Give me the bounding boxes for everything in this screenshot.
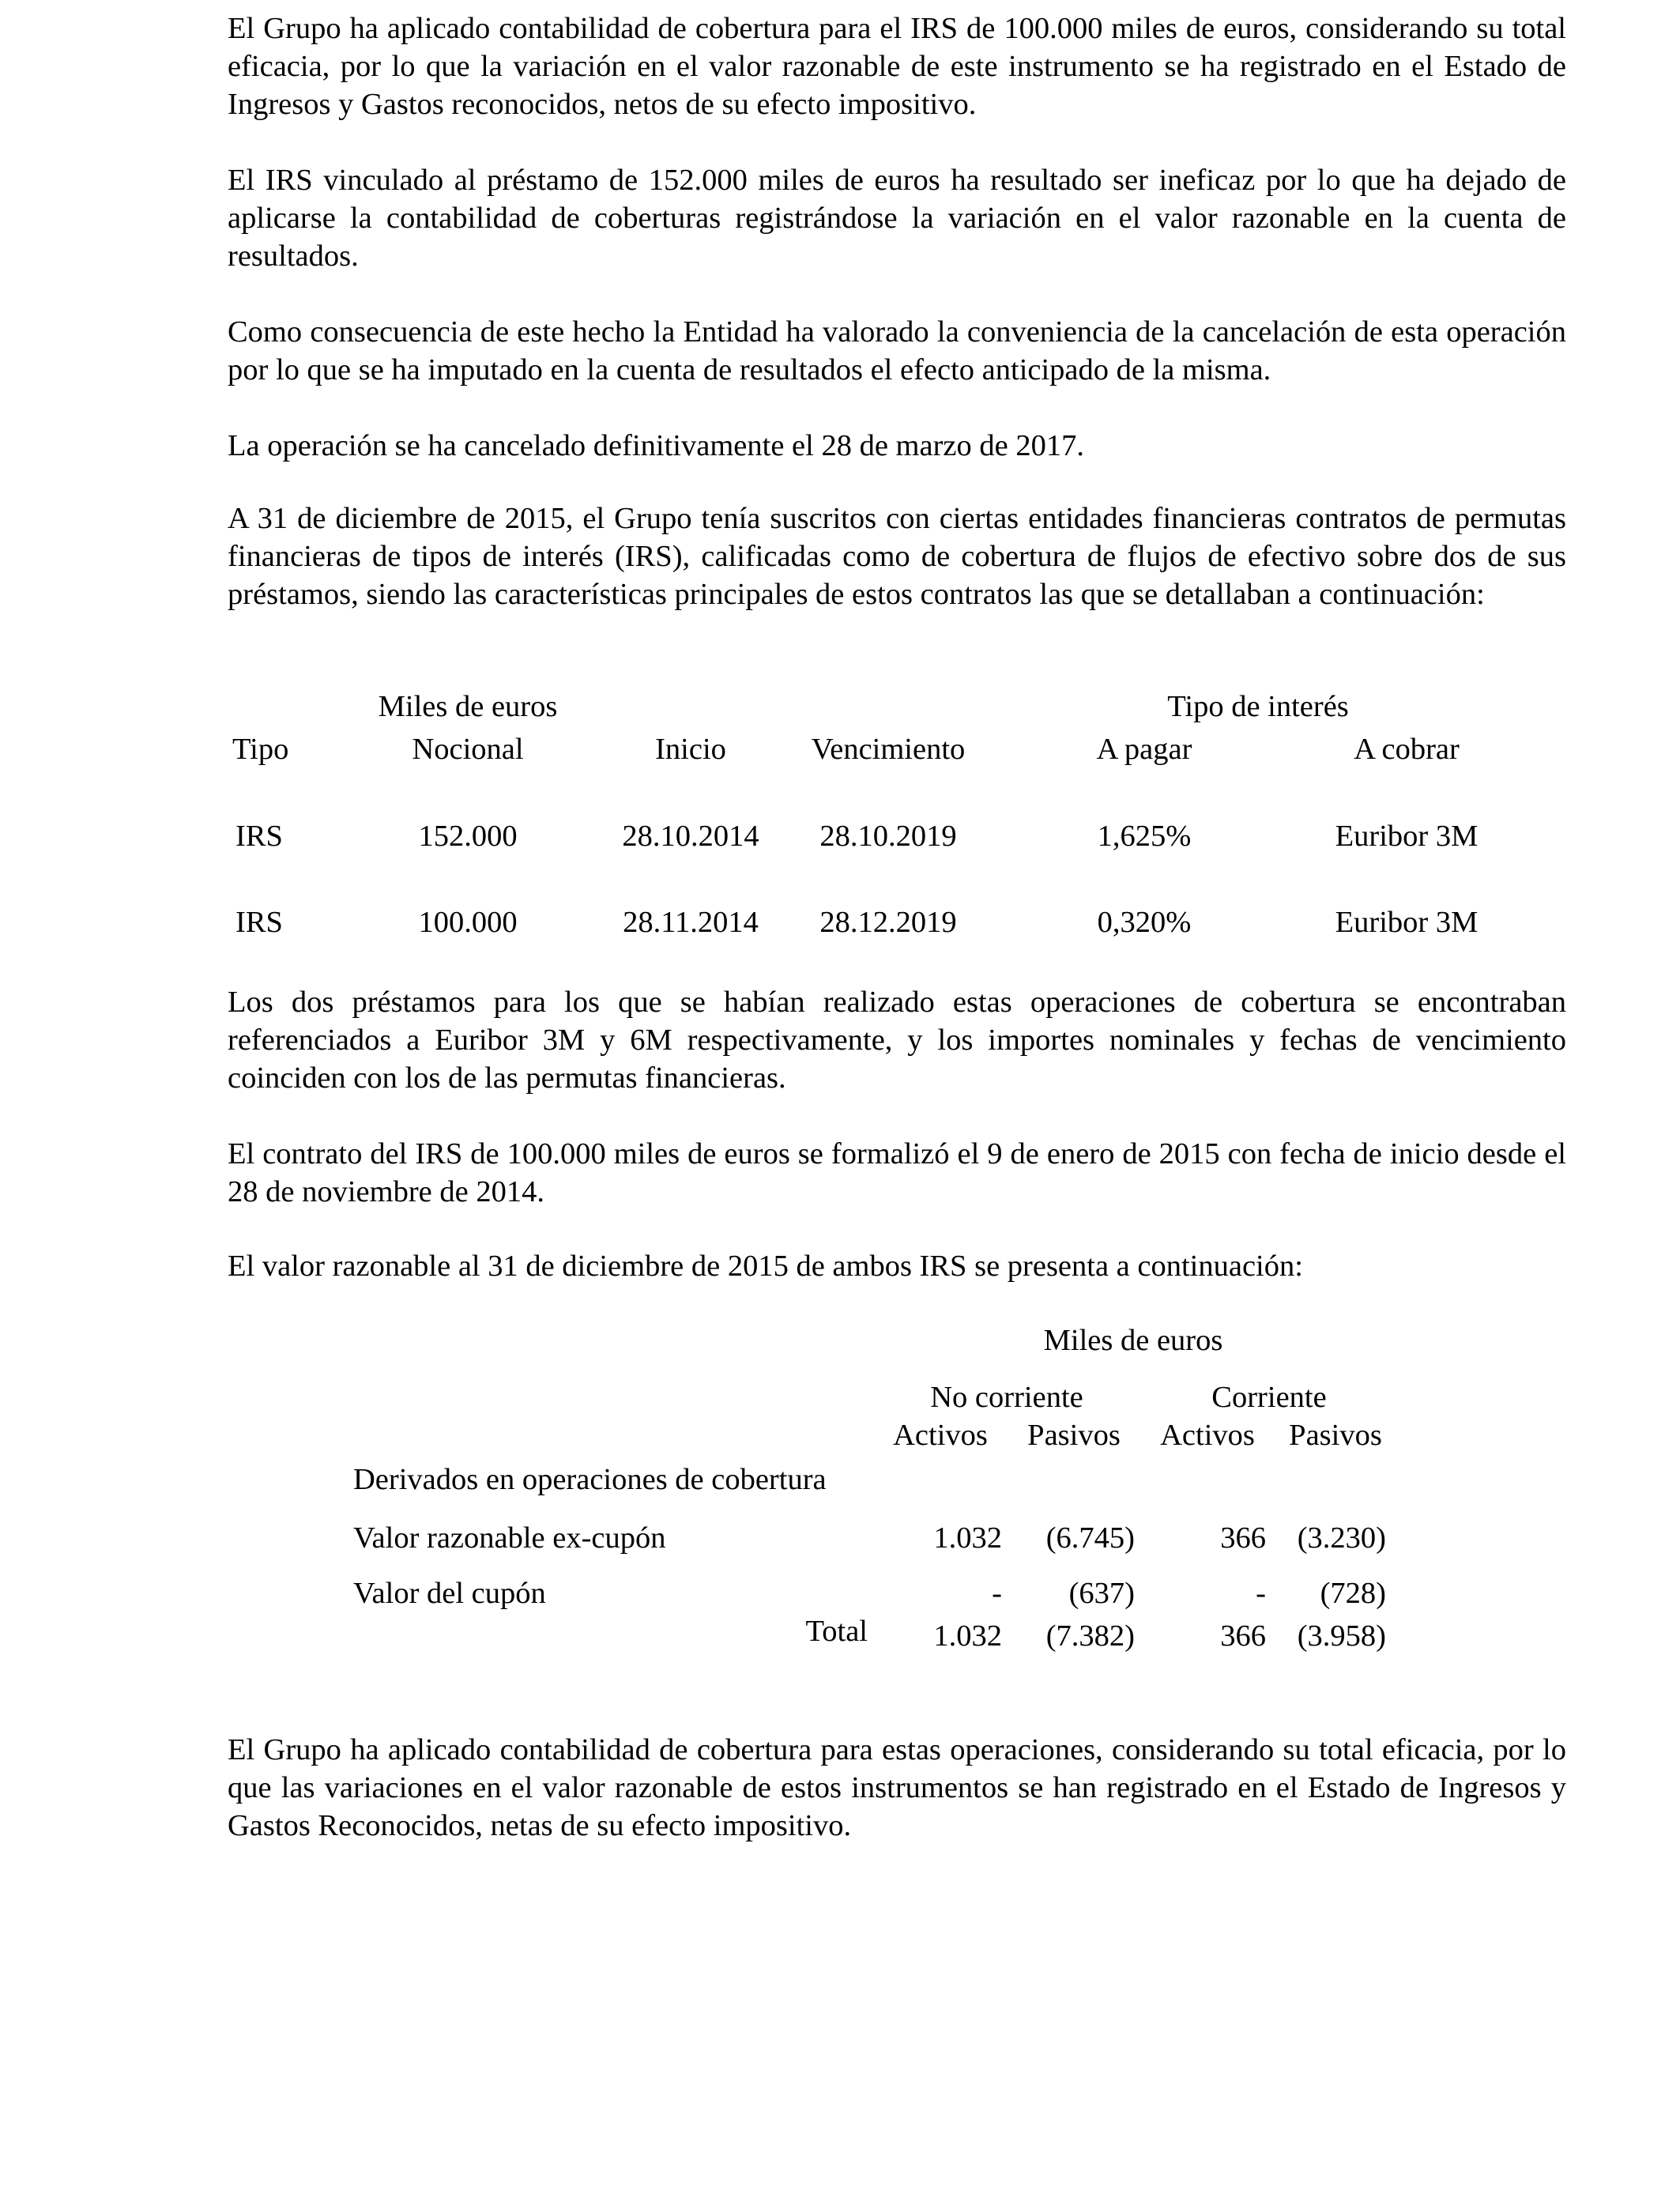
cell-tipo: IRS	[235, 820, 283, 853]
cell-nocional: 152.000	[418, 820, 518, 853]
total-nc-activos: 1.032	[933, 1619, 1002, 1653]
header-no-corriente: No corriente	[930, 1381, 1083, 1414]
total-nc-pasivos: (7.382)	[1045, 1619, 1135, 1653]
cell-a-cobrar: Euribor 3M	[1335, 820, 1478, 853]
total-c-activos: 366	[1220, 1619, 1266, 1653]
cell-inicio: 28.11.2014	[623, 906, 759, 939]
row-label: Valor razonable ex-cupón	[353, 1521, 666, 1555]
cell-c-activos: -	[1256, 1577, 1266, 1610]
header-inicio: Inicio	[655, 733, 726, 766]
header-a-cobrar: A cobrar	[1354, 733, 1460, 766]
header-tipo: Tipo	[232, 733, 289, 766]
total-c-pasivos: (3.958)	[1297, 1619, 1386, 1653]
cell-c-pasivos: (3.230)	[1297, 1521, 1386, 1555]
cell-tipo: IRS	[235, 906, 283, 939]
header-nc-activos: Activos	[893, 1419, 988, 1452]
header-nocional: Nocional	[412, 733, 524, 766]
header-nc-pasivos: Pasivos	[1027, 1419, 1121, 1452]
paragraph-cobertura-operaciones: El Grupo ha aplicado contabilidad de cobertura para estas operaciones, considerando su total eficacia, por lo que las variaciones en el valor razonable de estos instrumentos se han registrado en el Estado de Ingresos y Gastos Reconocidos, netas de su efecto impositivo.	[228, 1733, 1566, 1842]
header-corriente: Corriente	[1211, 1381, 1327, 1414]
header-tipo-de-interes: Tipo de interés	[1167, 690, 1349, 723]
paragraph-valor-razonable-intro: El valor razonable al 31 de diciembre de 2015 de ambos IRS se presenta a continuación:	[228, 1250, 1303, 1283]
cell-nc-pasivos: (6.745)	[1045, 1521, 1135, 1555]
header-c-activos: Activos	[1160, 1419, 1255, 1452]
cell-c-activos: 366	[1220, 1521, 1266, 1555]
cell-a-cobrar: Euribor 3M	[1335, 906, 1478, 939]
cell-vencimiento: 28.10.2019	[819, 820, 957, 853]
section-label-derivados: Derivados en operaciones de cobertura	[353, 1463, 827, 1496]
header-a-pagar: A pagar	[1096, 733, 1192, 766]
paragraph-contrato-irs-100000: El contrato del IRS de 100.000 miles de euros se formalizó el 9 de enero de 2015 con fecha de inicio desde el 28 de noviembre de 2014.	[228, 1137, 1566, 1208]
paragraph-irs-ineficaz: El IRS vinculado al préstamo de 152.000 miles de euros ha resultado ser ineficaz por lo que ha dejado de aplicarse la contabilidad de coberturas registrándose la variación en el valor razonable en la cuenta de resultados.	[228, 164, 1566, 273]
header-miles-de-euros: Miles de euros	[1043, 1324, 1223, 1357]
header-vencimiento: Vencimiento	[811, 733, 966, 766]
paragraph-prestamos-euribor: Los dos préstamos para los que se habían realizado estas operaciones de cobertura se encontraban referenciados a Euribor 3M y 6M respectivamente, y los importes nominales y fechas de vencimiento coinciden con los de las permutas financieras.	[228, 986, 1566, 1095]
paragraph-cancelado-2017: La operación se ha cancelado definitivamente el 28 de marzo de 2017.	[228, 429, 1084, 462]
header-miles-de-euros: Miles de euros	[378, 690, 558, 723]
cell-a-pagar: 1,625%	[1097, 820, 1192, 853]
cell-nocional: 100.000	[418, 906, 518, 939]
paragraph-contratos-2015: A 31 de diciembre de 2015, el Grupo tenía suscritos con ciertas entidades financieras contratos de permutas financieras de tipos de interés (IRS), calificadas como de cobertura de flujos de efectivo sobre dos de sus préstamos, siendo las características principales de estos contratos las que se detallaban a continuación:	[228, 502, 1566, 611]
header-c-pasivos: Pasivos	[1289, 1419, 1382, 1452]
paragraph-cancelacion-valorada: Como consecuencia de este hecho la Entidad ha valorado la conveniencia de la cancelación de esta operación por lo que se ha imputado en la cuenta de resultados el efecto anticipado de la misma.	[228, 315, 1566, 386]
cell-c-pasivos: (728)	[1320, 1577, 1386, 1610]
cell-vencimiento: 28.12.2019	[819, 906, 957, 939]
cell-a-pagar: 0,320%	[1097, 906, 1192, 939]
paragraph-cobertura-irs-100000: El Grupo ha aplicado contabilidad de cobertura para el IRS de 100.000 miles de euros, considerando su total eficacia, por lo que la variación en el valor razonable de este instrumento se ha registrado en el Estado de Ingresos y Gastos reconocidos, netos de su efecto impositivo.	[228, 12, 1566, 121]
cell-nc-activos: -	[992, 1577, 1002, 1610]
cell-inicio: 28.10.2014	[622, 820, 759, 853]
row-label: Valor del cupón	[353, 1577, 546, 1610]
cell-nc-pasivos: (637)	[1068, 1577, 1135, 1610]
total-label: Total	[805, 1615, 868, 1648]
cell-nc-activos: 1.032	[933, 1521, 1002, 1555]
